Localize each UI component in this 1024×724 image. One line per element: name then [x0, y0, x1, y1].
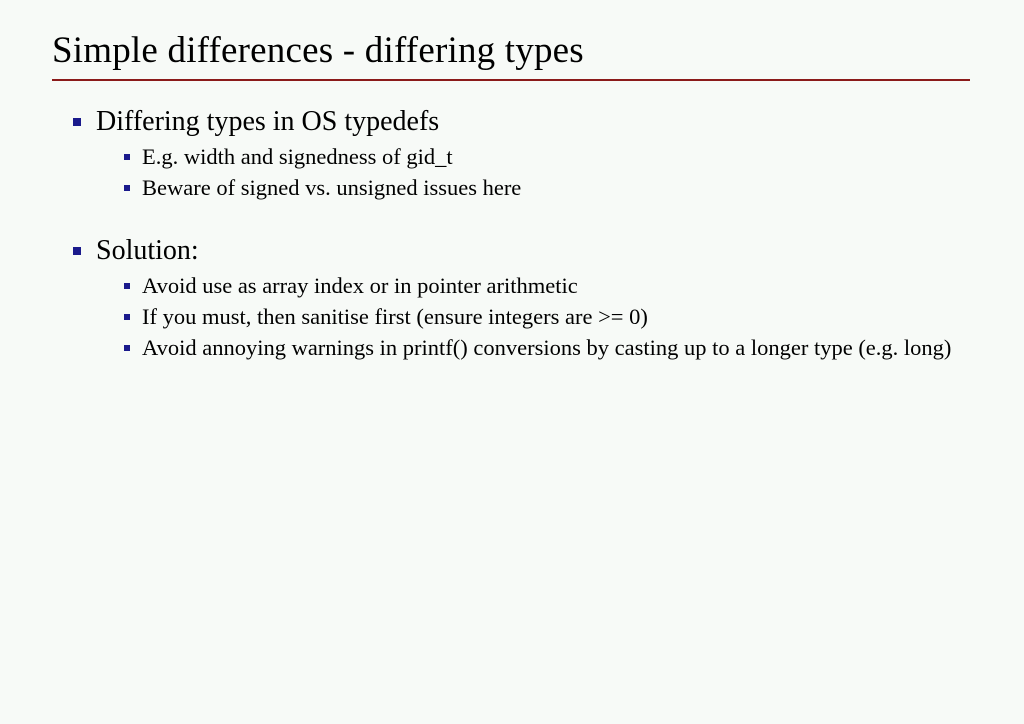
small-square-bullet-icon — [124, 185, 130, 191]
title-divider — [52, 79, 970, 81]
page-title: Simple differences - differing types — [52, 30, 584, 71]
small-square-bullet-icon — [124, 283, 130, 289]
group-spacer — [70, 203, 980, 233]
slide-body — [70, 104, 980, 364]
small-square-bullet-icon — [124, 314, 130, 320]
bullet-label-level2: If you must, then sanitise first (ensure integers are >= 0) — [142, 304, 648, 330]
bullet-label-level2: E.g. width and signedness of gid_t — [142, 143, 453, 169]
bullet-item-level2 — [122, 302, 980, 333]
small-square-bullet-icon — [124, 345, 130, 351]
bullet-item-level2 — [122, 173, 980, 204]
bullet-item-level2 — [122, 333, 980, 364]
bullet-label-level2: Avoid annoying warnings in printf() conversions by casting up to a longer type (e.g. long) — [142, 334, 952, 360]
square-bullet-icon — [73, 118, 81, 126]
bullet-list-group-2 — [70, 233, 980, 363]
sub-bullet-list — [96, 271, 980, 363]
square-bullet-icon — [73, 247, 81, 255]
bullet-label-level2: Beware of signed vs. unsigned issues here — [142, 174, 522, 200]
bullet-item-level2 — [122, 271, 980, 302]
bullet-label-level1: Differing types in OS typedefs — [96, 106, 440, 137]
bullet-label-level2: Avoid use as array index or in pointer arithmetic — [142, 273, 578, 299]
small-square-bullet-icon — [124, 154, 130, 160]
bullet-list-group-1 — [70, 104, 980, 203]
sub-bullet-list — [96, 142, 980, 204]
bullet-label-level1: Solution: — [96, 235, 199, 267]
bullet-item-level1 — [70, 104, 980, 203]
bullet-item-level2 — [122, 142, 980, 173]
bullet-item-level1 — [70, 233, 980, 363]
